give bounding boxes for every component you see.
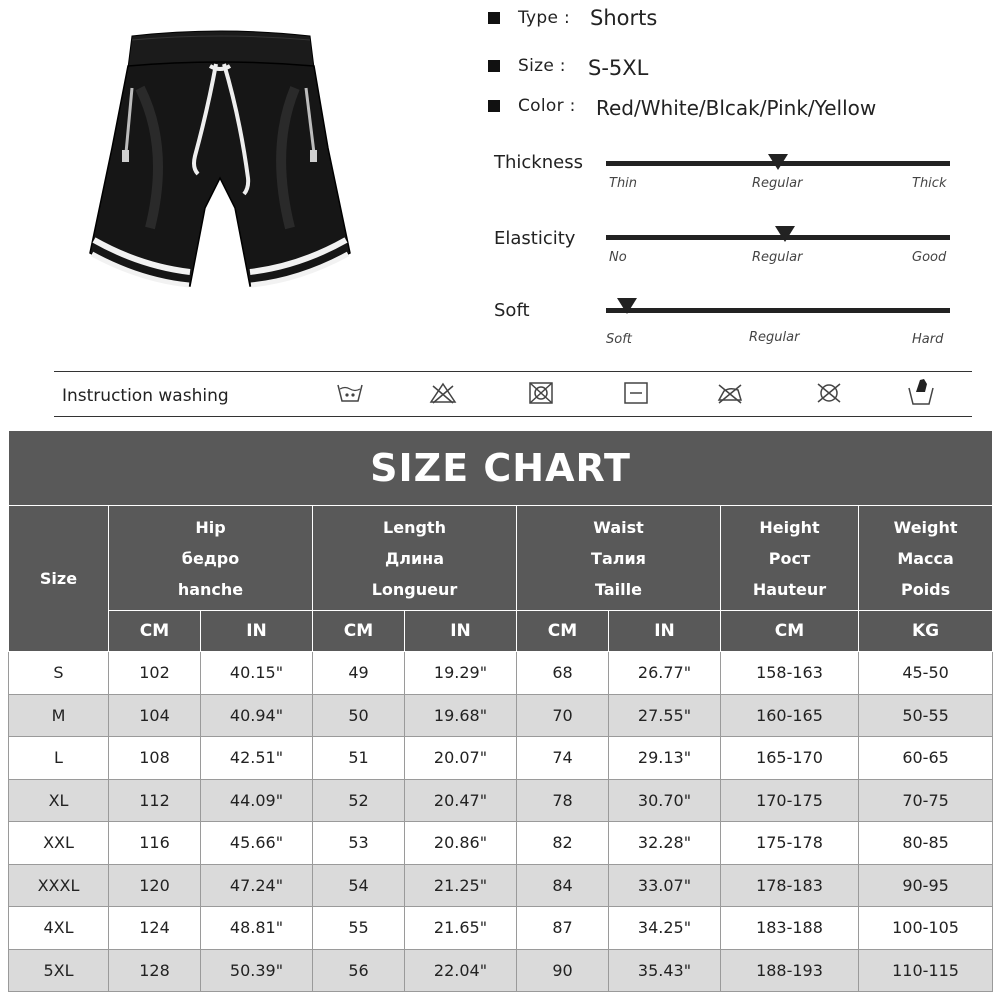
table-cell: 45-50 <box>859 652 993 695</box>
shorts-product-image <box>70 28 370 293</box>
bullet-square-icon <box>488 12 500 24</box>
table-cell: 108 <box>109 737 201 780</box>
header-line: Longueur <box>371 579 458 599</box>
table-cell: 40.94" <box>201 694 313 737</box>
no-tumble-dry-icon <box>527 381 555 405</box>
waist-header <box>517 506 721 611</box>
rating-marker <box>617 298 637 314</box>
table-cell: 80-85 <box>859 822 993 865</box>
table-cell: 30.70" <box>609 779 721 822</box>
table-cell: 20.86" <box>405 822 517 865</box>
rating-thickness <box>494 152 954 212</box>
length-header <box>313 506 517 611</box>
table-cell: 183-188 <box>721 907 859 950</box>
table-cell: 50.39" <box>201 949 313 992</box>
table-cell: 29.13" <box>609 737 721 780</box>
table-cell: 104 <box>109 694 201 737</box>
table-cell: 40.15" <box>201 652 313 695</box>
unit-header: IN <box>609 611 721 652</box>
size-cell: XXXL <box>9 864 109 907</box>
size-cell: XXL <box>9 822 109 865</box>
rating-mid-label: Regular <box>752 250 803 265</box>
table-row <box>9 694 993 737</box>
header-line: Масса <box>897 548 954 568</box>
table-cell: 35.43" <box>609 949 721 992</box>
table-cell: 45.66" <box>201 822 313 865</box>
unit-header: KG <box>859 611 993 652</box>
size-cell: 5XL <box>9 949 109 992</box>
rating-mid-label: Regular <box>749 330 800 345</box>
spec-color <box>488 96 877 120</box>
table-cell: 54 <box>313 864 405 907</box>
hand-wash-icon <box>336 381 364 405</box>
rating-left-label: Soft <box>606 332 632 347</box>
no-dry-clean-icon <box>815 381 843 405</box>
rating-left-label: Thin <box>609 176 638 191</box>
size-column-header: Size <box>9 506 109 652</box>
size-cell: 4XL <box>9 907 109 950</box>
header-line: Hip <box>195 517 226 537</box>
table-cell: 124 <box>109 907 201 950</box>
table-cell: 160-165 <box>721 694 859 737</box>
table-cell: 128 <box>109 949 201 992</box>
table-cell: 78 <box>517 779 609 822</box>
size-cell: S <box>9 652 109 695</box>
unit-header: IN <box>201 611 313 652</box>
table-cell: 87 <box>517 907 609 950</box>
table-row <box>9 864 993 907</box>
size-chart <box>8 430 992 997</box>
bullet-square-icon <box>488 60 500 72</box>
table-cell: 19.29" <box>405 652 517 695</box>
rating-mid-label: Regular <box>752 176 803 191</box>
size-cell: XL <box>9 779 109 822</box>
table-cell: 178-183 <box>721 864 859 907</box>
rating-name: Thickness <box>494 152 583 173</box>
table-cell: 56 <box>313 949 405 992</box>
spec-label: Size : <box>518 56 566 76</box>
no-iron-icon <box>716 381 744 405</box>
table-cell: 70 <box>517 694 609 737</box>
table-cell: 44.09" <box>201 779 313 822</box>
table-cell: 70-75 <box>859 779 993 822</box>
rating-right-label: Good <box>912 250 947 265</box>
table-cell: 158-163 <box>721 652 859 695</box>
table-cell: 90-95 <box>859 864 993 907</box>
table-cell: 68 <box>517 652 609 695</box>
table-cell: 34.25" <box>609 907 721 950</box>
header-line: Poids <box>900 579 951 599</box>
rating-elasticity <box>494 228 954 288</box>
dry-flat-icon <box>622 381 650 405</box>
rating-bar <box>606 308 950 313</box>
table-cell: 21.65" <box>405 907 517 950</box>
rating-right-label: Thick <box>912 176 947 191</box>
table-cell: 74 <box>517 737 609 780</box>
header-line: Hauteur <box>752 579 827 599</box>
table-cell: 48.81" <box>201 907 313 950</box>
spec-value: S-5XL <box>588 56 649 80</box>
table-cell: 21.25" <box>405 864 517 907</box>
bullet-square-icon <box>488 100 500 112</box>
hip-header <box>109 506 313 611</box>
header-line: Талия <box>591 548 646 568</box>
rating-name: Soft <box>494 300 530 321</box>
header-line: Waist <box>593 517 644 537</box>
table-cell: 90 <box>517 949 609 992</box>
size-cell: M <box>9 694 109 737</box>
no-bleach-icon <box>429 381 457 405</box>
header-line: hanche <box>177 579 244 599</box>
table-cell: 60-65 <box>859 737 993 780</box>
table-row <box>9 779 993 822</box>
table-row <box>9 652 993 695</box>
table-cell: 32.28" <box>609 822 721 865</box>
table-cell: 33.07" <box>609 864 721 907</box>
unit-header: CM <box>721 611 859 652</box>
hand-wash-basin-icon <box>907 376 935 406</box>
header-line: Длина <box>384 548 445 568</box>
table-cell: 53 <box>313 822 405 865</box>
size-chart-table <box>8 430 993 992</box>
spec-value: Shorts <box>590 6 658 30</box>
table-row <box>9 949 993 992</box>
header-line: Length <box>383 517 446 537</box>
table-cell: 49 <box>313 652 405 695</box>
table-cell: 112 <box>109 779 201 822</box>
header-line: Height <box>759 517 820 537</box>
header-line: Weight <box>893 517 958 537</box>
header-line: Рост <box>768 548 811 568</box>
table-cell: 116 <box>109 822 201 865</box>
table-cell: 22.04" <box>405 949 517 992</box>
table-cell: 42.51" <box>201 737 313 780</box>
spec-size <box>488 56 649 80</box>
table-cell: 20.07" <box>405 737 517 780</box>
table-row <box>9 737 993 780</box>
rating-marker <box>775 226 795 242</box>
table-cell: 27.55" <box>609 694 721 737</box>
washing-instructions <box>54 371 972 417</box>
table-cell: 26.77" <box>609 652 721 695</box>
rating-left-label: No <box>609 250 627 265</box>
spec-type <box>488 6 658 30</box>
table-cell: 120 <box>109 864 201 907</box>
table-cell: 100-105 <box>859 907 993 950</box>
spec-value: Red/White/Blcak/Pink/Yellow <box>596 96 877 120</box>
table-cell: 165-170 <box>721 737 859 780</box>
table-cell: 52 <box>313 779 405 822</box>
table-cell: 50-55 <box>859 694 993 737</box>
table-cell: 50 <box>313 694 405 737</box>
rating-right-label: Hard <box>912 332 944 347</box>
unit-header: CM <box>313 611 405 652</box>
table-cell: 47.24" <box>201 864 313 907</box>
height-header <box>721 506 859 611</box>
size-chart-body <box>9 652 993 992</box>
size-chart-title: SIZE CHART <box>9 431 993 506</box>
table-cell: 55 <box>313 907 405 950</box>
rating-soft <box>494 300 954 360</box>
table-cell: 84 <box>517 864 609 907</box>
table-row <box>9 907 993 950</box>
spec-label: Type : <box>518 8 570 28</box>
table-cell: 102 <box>109 652 201 695</box>
rating-marker <box>768 154 788 170</box>
size-cell: L <box>9 737 109 780</box>
table-cell: 110-115 <box>859 949 993 992</box>
unit-header: CM <box>517 611 609 652</box>
spec-label: Color : <box>518 96 576 116</box>
table-cell: 188-193 <box>721 949 859 992</box>
rating-name: Elasticity <box>494 228 576 249</box>
table-cell: 20.47" <box>405 779 517 822</box>
header-line: Taille <box>595 579 642 599</box>
washing-label: Instruction washing <box>62 386 229 406</box>
table-cell: 175-178 <box>721 822 859 865</box>
weight-header <box>859 506 993 611</box>
unit-header: CM <box>109 611 201 652</box>
table-cell: 82 <box>517 822 609 865</box>
table-cell: 170-175 <box>721 779 859 822</box>
table-cell: 51 <box>313 737 405 780</box>
unit-header: IN <box>405 611 517 652</box>
table-row <box>9 822 993 865</box>
table-cell: 19.68" <box>405 694 517 737</box>
header-line: бедро <box>181 548 240 568</box>
